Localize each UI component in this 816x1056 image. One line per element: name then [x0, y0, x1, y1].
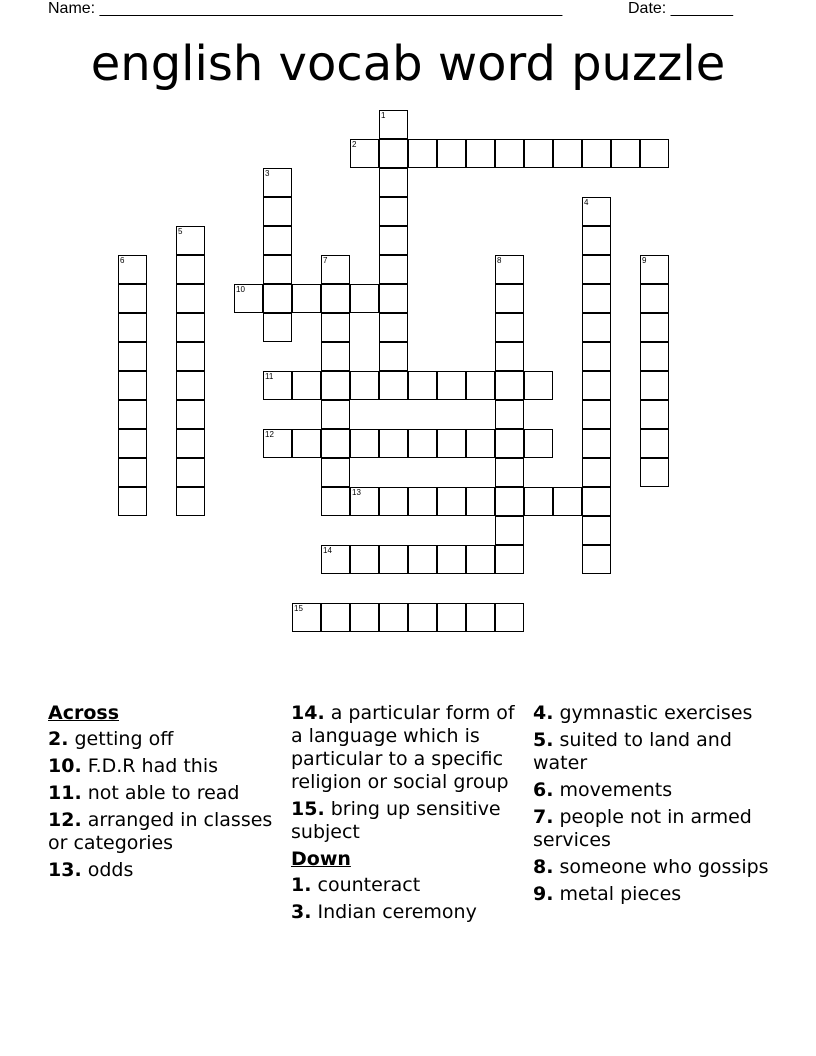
grid-cell[interactable] [495, 603, 524, 632]
grid-cell[interactable] [350, 487, 379, 516]
clue-number-label: 14 [323, 546, 332, 555]
grid-cell[interactable] [408, 603, 437, 632]
grid-cell[interactable] [582, 226, 611, 255]
clue-number: 15. [291, 798, 325, 820]
clue-number-label: 6 [120, 256, 125, 265]
grid-cell[interactable] [437, 429, 466, 458]
clue-text: people not in armed services [533, 806, 752, 851]
grid-cell[interactable] [292, 429, 321, 458]
grid-cell[interactable] [524, 139, 553, 168]
grid-cell[interactable] [582, 139, 611, 168]
grid-cell[interactable] [350, 284, 379, 313]
clue-number-label: 5 [178, 227, 183, 236]
grid-cell[interactable] [408, 429, 437, 458]
grid-cell[interactable] [553, 139, 582, 168]
clue-number-label: 10 [236, 285, 245, 294]
grid-cell[interactable] [582, 458, 611, 487]
clue-text: Indian ceremony [317, 901, 477, 923]
clue-text: odds [87, 859, 134, 881]
clue-number-label: 1 [381, 111, 386, 120]
grid-cell[interactable] [466, 603, 495, 632]
grid-cell[interactable] [176, 313, 205, 342]
clue-column-1 [48, 702, 284, 886]
clue-down-5 [533, 729, 769, 775]
grid-cell[interactable] [437, 371, 466, 400]
clue-text: movements [559, 779, 673, 801]
grid-cell[interactable] [321, 255, 350, 284]
grid-cell[interactable] [379, 429, 408, 458]
grid-cell[interactable] [176, 284, 205, 313]
puzzle-title: english vocab word puzzle [90, 36, 726, 92]
grid-cell[interactable] [582, 516, 611, 545]
grid-cell[interactable] [408, 545, 437, 574]
grid-cell[interactable] [640, 400, 669, 429]
clue-number-label: 3 [265, 169, 270, 178]
clue-across-15 [291, 798, 527, 844]
grid-cell[interactable] [176, 226, 205, 255]
clue-down-3 [291, 901, 527, 924]
grid-cell[interactable] [350, 429, 379, 458]
grid-cell[interactable] [321, 342, 350, 371]
grid-cell[interactable] [176, 255, 205, 284]
grid-cell[interactable] [582, 545, 611, 574]
grid-cell[interactable] [263, 429, 292, 458]
clue-across-11 [48, 782, 284, 805]
grid-cell[interactable] [495, 284, 524, 313]
grid-cell[interactable] [379, 545, 408, 574]
clue-number: 14. [291, 702, 325, 724]
grid-cell[interactable] [495, 487, 524, 516]
clue-across-2 [48, 728, 284, 751]
clue-number-label: 12 [265, 430, 274, 439]
grid-cell[interactable] [640, 458, 669, 487]
grid-cell[interactable] [379, 226, 408, 255]
clue-number: 12. [48, 809, 82, 831]
grid-cell[interactable] [495, 400, 524, 429]
grid-cell[interactable] [553, 487, 582, 516]
grid-cell[interactable] [321, 458, 350, 487]
grid-cell[interactable] [321, 371, 350, 400]
grid-cell[interactable] [582, 342, 611, 371]
clue-number: 4. [533, 702, 554, 724]
clue-text: counteract [317, 874, 421, 896]
clue-text: someone who gossips [559, 856, 769, 878]
grid-cell[interactable] [118, 284, 147, 313]
grid-cell[interactable] [350, 139, 379, 168]
clue-number: 2. [48, 728, 69, 750]
clue-number: 1. [291, 874, 312, 896]
grid-cell[interactable] [495, 255, 524, 284]
grid-cell[interactable] [640, 342, 669, 371]
grid-cell[interactable] [582, 400, 611, 429]
grid-cell[interactable] [582, 255, 611, 284]
clue-text: metal pieces [559, 883, 682, 905]
grid-cell[interactable] [495, 458, 524, 487]
clue-number-label: 4 [584, 198, 589, 207]
grid-cell[interactable] [582, 371, 611, 400]
grid-cell[interactable] [176, 371, 205, 400]
grid-cell[interactable] [379, 284, 408, 313]
grid-cell[interactable] [437, 603, 466, 632]
grid-cell[interactable] [118, 400, 147, 429]
grid-cell[interactable] [292, 603, 321, 632]
grid-cell[interactable] [408, 139, 437, 168]
grid-cell[interactable] [176, 429, 205, 458]
grid-cell[interactable] [379, 168, 408, 197]
grid-cell[interactable] [118, 429, 147, 458]
down-heading: Down [291, 848, 351, 870]
grid-cell[interactable] [263, 255, 292, 284]
grid-cell[interactable] [263, 371, 292, 400]
grid-cell[interactable] [176, 458, 205, 487]
grid-cell[interactable] [582, 197, 611, 226]
clue-number-label: 11 [265, 372, 274, 381]
grid-cell[interactable] [118, 313, 147, 342]
grid-cell[interactable] [234, 284, 263, 313]
clue-text: suited to land and water [533, 729, 732, 774]
clue-across-12 [48, 809, 284, 855]
clue-text: not able to read [87, 782, 240, 804]
grid-cell[interactable] [350, 545, 379, 574]
clue-text: a particular form of a language which is particular to a specific religion or social group [291, 702, 515, 793]
grid-cell[interactable] [640, 284, 669, 313]
grid-cell[interactable] [379, 197, 408, 226]
grid-cell[interactable] [582, 284, 611, 313]
grid-cell[interactable] [379, 255, 408, 284]
grid-cell[interactable] [582, 429, 611, 458]
clue-across-10 [48, 755, 284, 778]
grid-cell[interactable] [118, 458, 147, 487]
grid-cell[interactable] [350, 603, 379, 632]
clue-number: 11. [48, 782, 82, 804]
grid-cell[interactable] [321, 545, 350, 574]
grid-cell[interactable] [437, 545, 466, 574]
grid-cell[interactable] [379, 313, 408, 342]
clue-text: getting off [74, 728, 174, 750]
clue-down-7 [533, 806, 769, 852]
grid-cell[interactable] [640, 313, 669, 342]
grid-cell[interactable] [321, 487, 350, 516]
clue-across-13 [48, 859, 284, 882]
across-heading: Across [48, 702, 120, 724]
grid-cell[interactable] [379, 342, 408, 371]
clue-number: 13. [48, 859, 82, 881]
grid-cell[interactable] [495, 371, 524, 400]
grid-cell[interactable] [524, 371, 553, 400]
name-field[interactable]: Name: ____________________________________________________ [48, 0, 563, 17]
clue-number: 8. [533, 856, 554, 878]
clue-number: 3. [291, 901, 312, 923]
grid-cell[interactable] [408, 487, 437, 516]
grid-cell[interactable] [350, 371, 379, 400]
clue-text: gymnastic exercises [559, 702, 753, 724]
grid-cell[interactable] [321, 400, 350, 429]
grid-cell[interactable] [582, 313, 611, 342]
clue-number: 5. [533, 729, 554, 751]
clue-number: 9. [533, 883, 554, 905]
grid-cell[interactable] [263, 168, 292, 197]
clue-down-8 [533, 856, 769, 879]
grid-cell[interactable] [118, 342, 147, 371]
grid-cell[interactable] [466, 545, 495, 574]
grid-cell[interactable] [611, 139, 640, 168]
clue-text: arranged in classes or categories [48, 809, 273, 854]
clue-number-label: 8 [497, 256, 502, 265]
grid-cell[interactable] [437, 139, 466, 168]
grid-cell[interactable] [176, 400, 205, 429]
clue-down-6 [533, 779, 769, 802]
grid-cell[interactable] [640, 371, 669, 400]
clue-column-2 [291, 702, 527, 928]
grid-cell[interactable] [321, 429, 350, 458]
grid-cell[interactable] [321, 284, 350, 313]
clue-down-1 [291, 874, 527, 897]
clue-down-9 [533, 883, 769, 906]
grid-cell[interactable] [495, 545, 524, 574]
clue-text: bring up sensitive subject [291, 798, 501, 843]
clue-number-label: 2 [352, 140, 357, 149]
grid-cell[interactable] [292, 371, 321, 400]
clue-number-label: 7 [323, 256, 328, 265]
grid-cell[interactable] [524, 487, 553, 516]
grid-cell[interactable] [379, 139, 408, 168]
grid-cell[interactable] [379, 110, 408, 139]
grid-cell[interactable] [466, 429, 495, 458]
date-field[interactable]: Date: _______ [628, 0, 733, 17]
grid-cell[interactable] [321, 313, 350, 342]
grid-cell[interactable] [495, 313, 524, 342]
grid-cell[interactable] [524, 429, 553, 458]
grid-cell[interactable] [118, 255, 147, 284]
grid-cell[interactable] [582, 487, 611, 516]
grid-cell[interactable] [263, 197, 292, 226]
clue-column-3 [533, 702, 769, 910]
clue-number: 6. [533, 779, 554, 801]
grid-cell[interactable] [495, 516, 524, 545]
grid-cell[interactable] [263, 226, 292, 255]
grid-cell[interactable] [640, 429, 669, 458]
clue-number-label: 15 [294, 604, 303, 613]
grid-cell[interactable] [321, 603, 350, 632]
clue-text: F.D.R had this [87, 755, 219, 777]
grid-cell[interactable] [379, 603, 408, 632]
grid-cell[interactable] [263, 284, 292, 313]
grid-cell[interactable] [176, 487, 205, 516]
grid-cell[interactable] [379, 487, 408, 516]
clue-number-label: 9 [642, 256, 647, 265]
grid-cell[interactable] [263, 313, 292, 342]
grid-cell[interactable] [466, 139, 495, 168]
grid-cell[interactable] [495, 342, 524, 371]
grid-cell[interactable] [379, 371, 408, 400]
grid-cell[interactable] [437, 487, 466, 516]
grid-cell[interactable] [118, 487, 147, 516]
grid-cell[interactable] [176, 342, 205, 371]
grid-cell[interactable] [640, 139, 669, 168]
grid-cell[interactable] [495, 139, 524, 168]
grid-cell[interactable] [466, 371, 495, 400]
grid-cell[interactable] [640, 255, 669, 284]
clue-number: 10. [48, 755, 82, 777]
clue-number-label: 13 [352, 488, 361, 497]
clue-down-4 [533, 702, 769, 725]
grid-cell[interactable] [292, 284, 321, 313]
grid-cell[interactable] [466, 487, 495, 516]
clue-across-14 [291, 702, 527, 794]
grid-cell[interactable] [118, 371, 147, 400]
clue-number: 7. [533, 806, 554, 828]
grid-cell[interactable] [495, 429, 524, 458]
grid-cell[interactable] [408, 371, 437, 400]
